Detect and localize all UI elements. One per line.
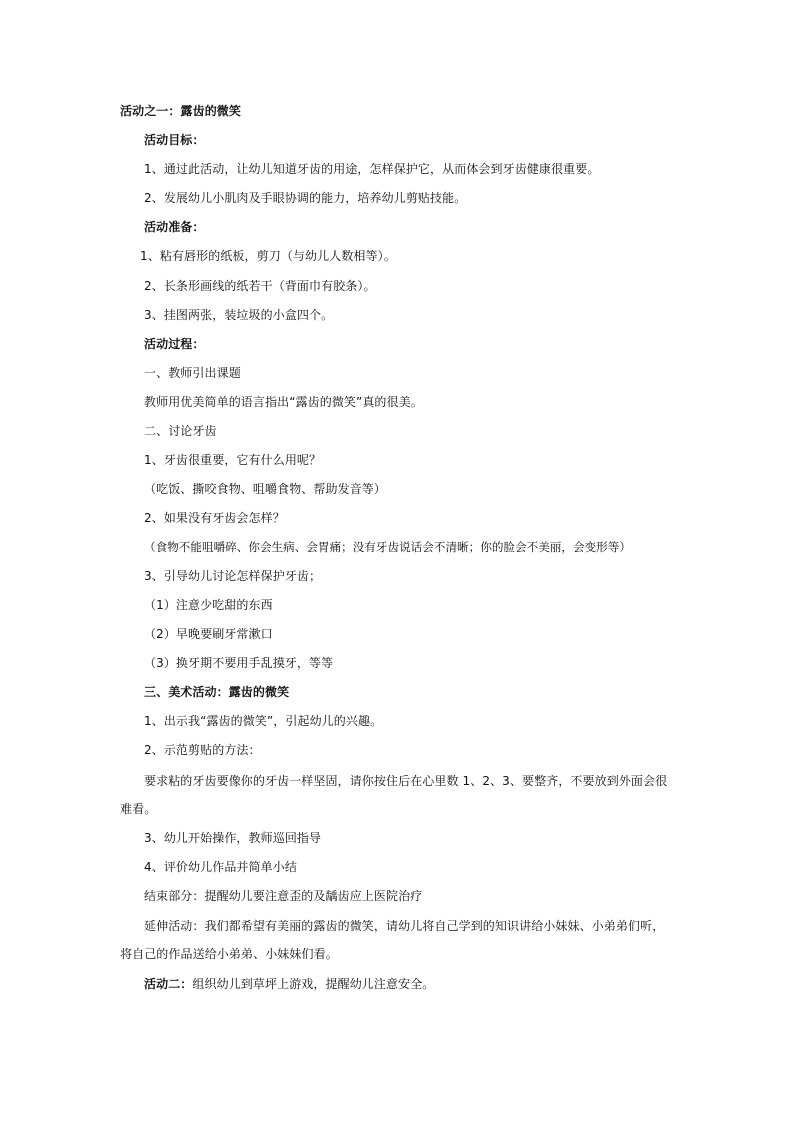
goal-item: 1、通过此活动，让幼儿知道牙齿的用途，怎样保护它，从而体会到牙齿健康很重要。 [144,162,600,176]
part2-line: 2、如果没有牙齿会怎样？ [144,511,285,525]
extension-text: 延伸活动：我们都希望有美丽的露齿的微笑，请幼儿将自己学到的知识讲给小妹妹、小弟弟们听，将自己的作品送给小弟弟、小妹妹们看。 [120,919,665,961]
goals-title: 活动目标： [144,133,205,147]
part3-title: 三、美术活动：露齿的微笑 [144,685,290,699]
part2-title: 二、讨论牙齿 [144,424,217,438]
part2-line: 1、牙齿很重要，它有什么用呢？ [144,453,322,467]
part3-line: 3、幼儿开始操作，教师巡回指导 [144,831,322,845]
prep-item: 3、挂图两张，装垃圾的小盒四个。 [144,308,334,322]
activity2-label: 活动二： [144,977,193,991]
part2-line: 3、引导幼儿讨论怎样保护牙齿； [144,569,322,583]
part2-line: （吃饭、撕咬食物、咀嚼食物、帮助发音等） [144,482,387,496]
prep-item: 2、长条形画线的纸若干（背面巾有胶条）。 [144,279,376,293]
part2-line: （3）换牙期不要用手乱摸牙，等等 [144,656,334,670]
part2-line: （1）注意少吃甜的东西 [144,598,273,612]
ending-text: 结束部分：提醒幼儿要注意歪的及龋齿应上医院治疗 [144,889,423,903]
part3-line: 4、评价幼儿作品并简单小结 [144,860,297,874]
prep-title: 活动准备： [144,220,205,234]
part2-line: （食物不能咀嚼碎、你会生病、会胃痛；没有牙齿说话会不清晰；你的脸会不美丽，会变形等） [144,540,631,554]
activity2-line [144,976,434,992]
document-heading: 活动之一：露齿的微笑 [120,104,242,118]
part3-line: 1、出示我“露齿的微笑”，引起幼儿的兴趣。 [144,714,383,728]
prep-item: 1、粘有唇形的纸板，剪刀（与幼儿人数相等）。 [140,249,396,263]
goal-item: 2、发展幼儿小肌肉及手眼协调的能力，培养幼儿剪贴技能。 [144,191,467,205]
part3-paragraph: 要求粘的牙齿要像你的牙齿一样坚固，请你按住后在心里数 1、2、3、要整齐，不要放到外面会很难看。 [120,774,668,816]
part2-line: （2）早晚要刷牙常漱口 [144,627,273,641]
part3-line: 2、示范剪贴的方法： [144,743,261,757]
activity2-text: 组织幼儿到草坪上游戏，提醒幼儿注意安全。 [192,977,435,991]
part1-title: 一、教师引出课题 [144,366,241,380]
process-title: 活动过程： [144,337,205,351]
part1-text: 教师用优美简单的语言指出“露齿的微笑”真的很美。 [144,395,423,409]
